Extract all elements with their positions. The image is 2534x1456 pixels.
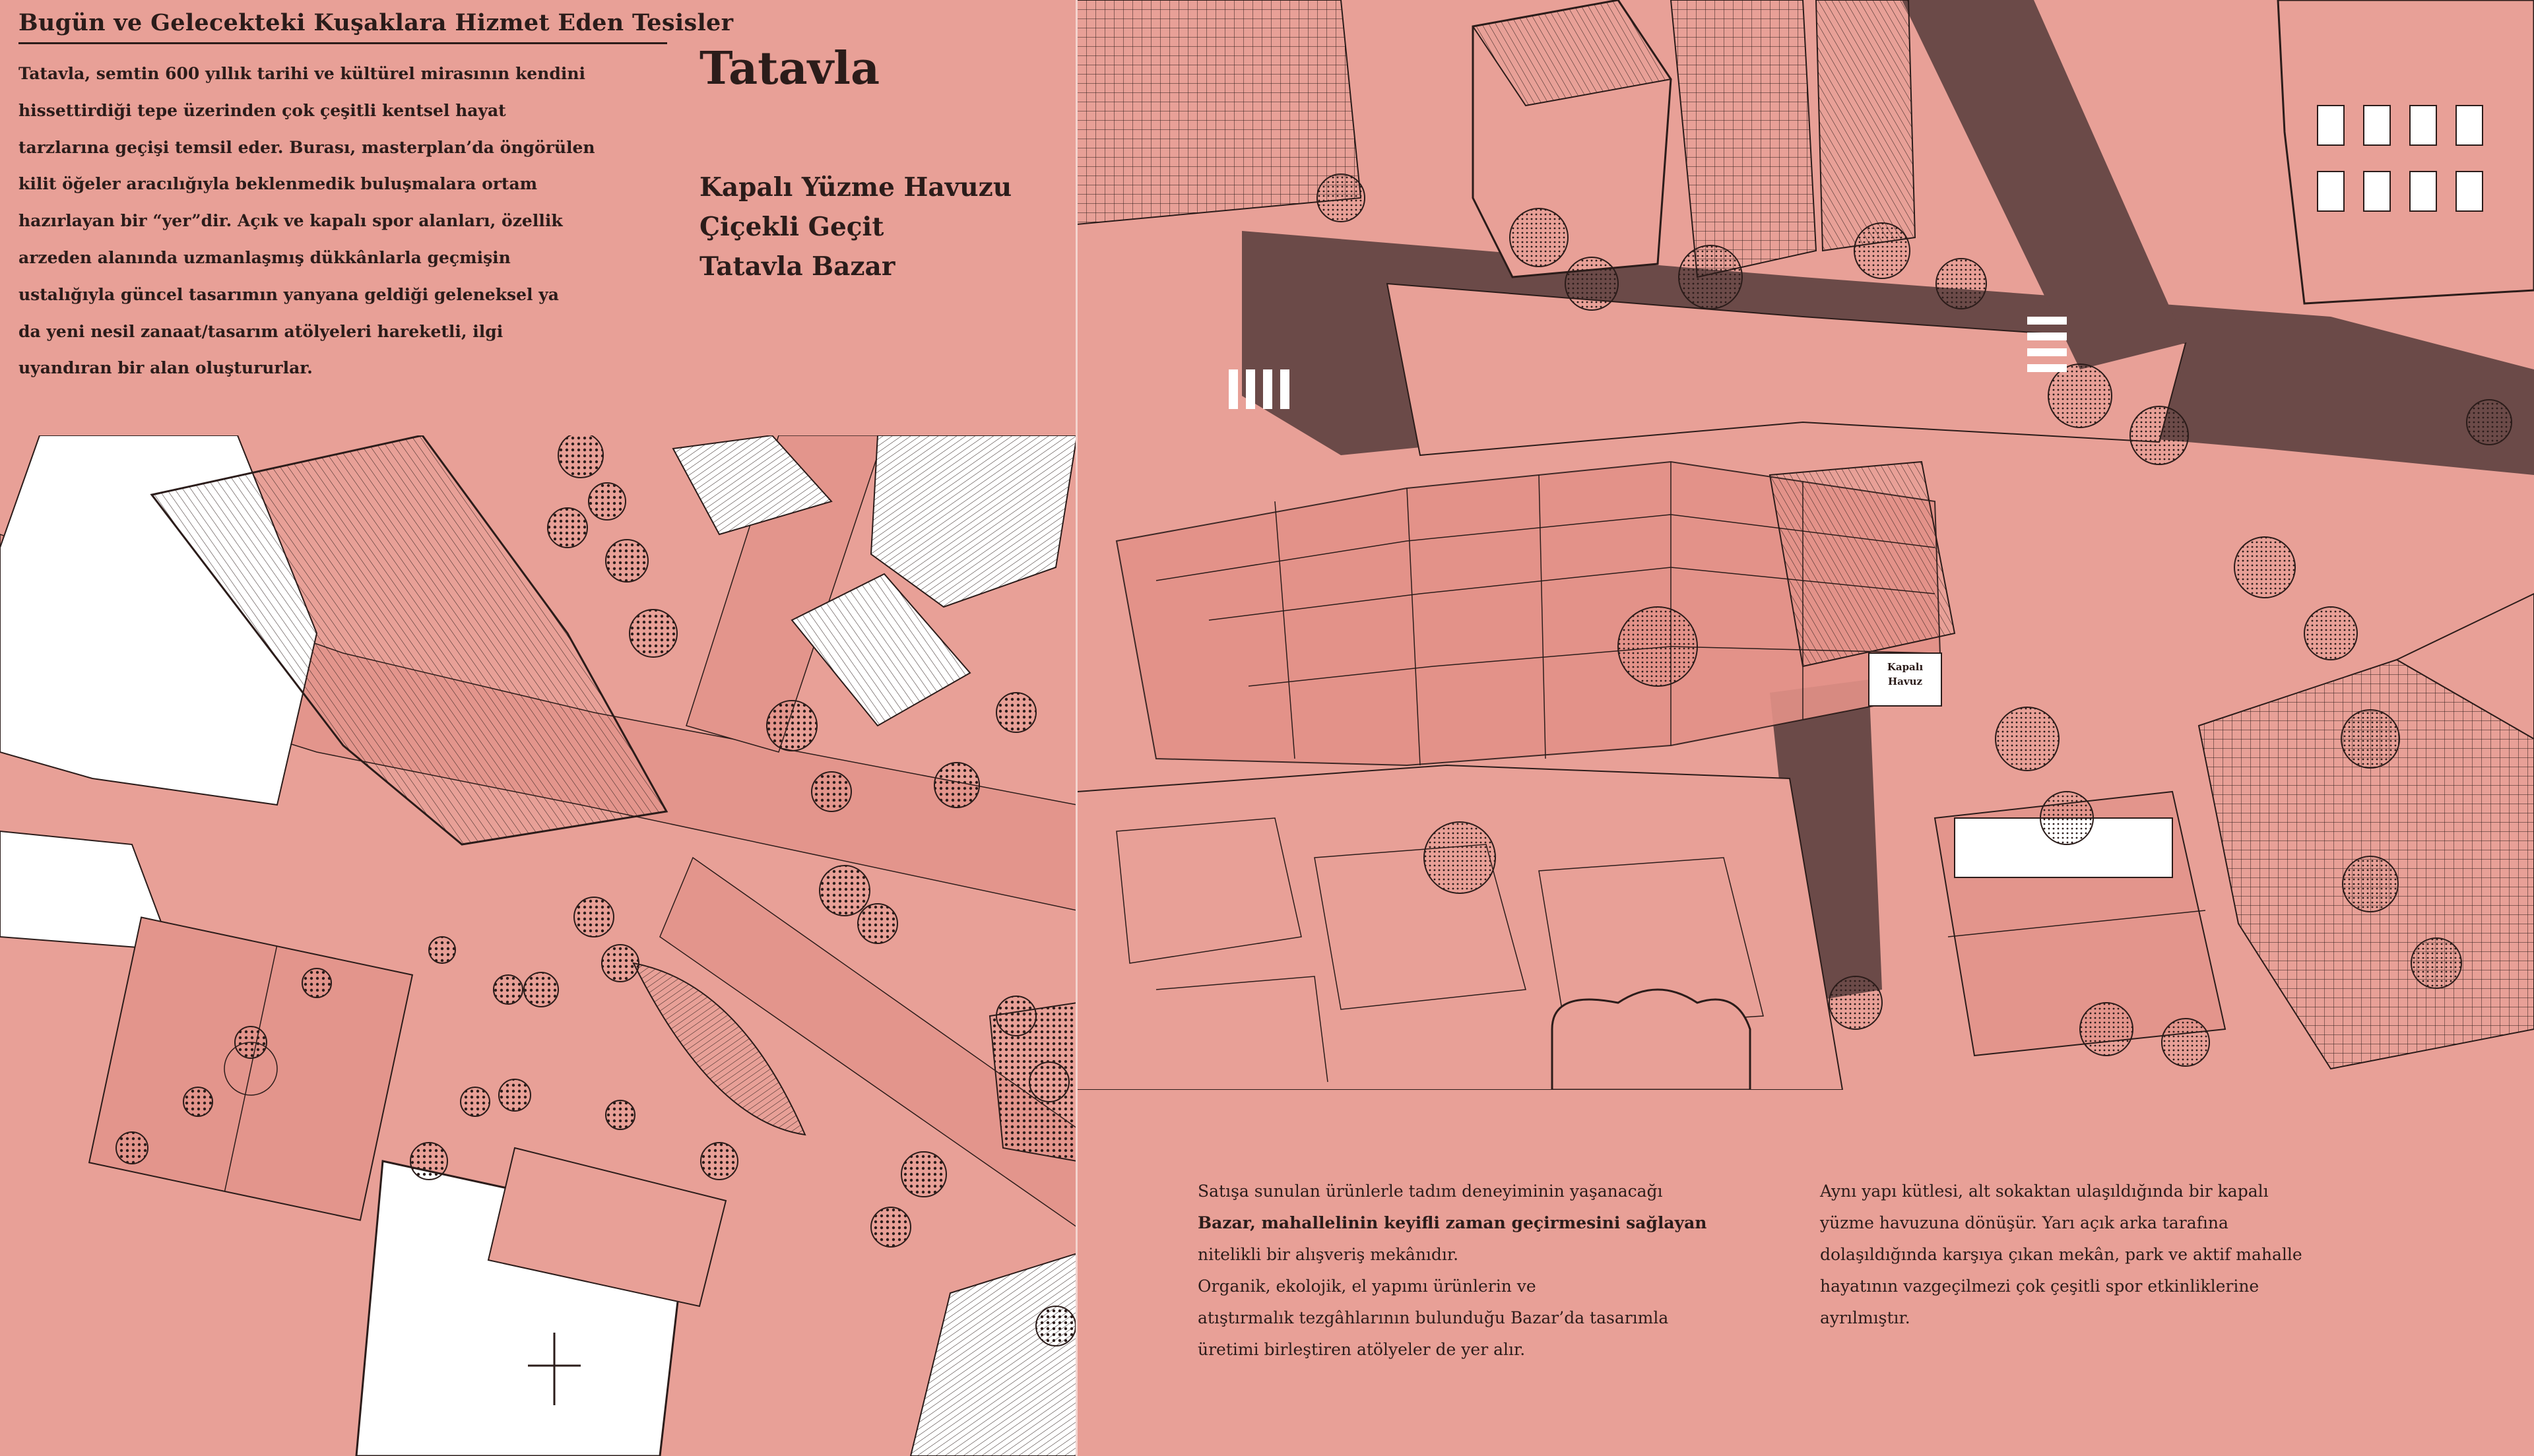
intro-line: hazırlayan bir “yer”dir. Açık ve kapalı spor alanları, özellik	[18, 211, 563, 231]
bazar-line: atıştırmalık tezgâhlarının bulunduğu Bazar’da tasarımla	[1198, 1308, 1669, 1327]
bazar-line: nitelikli bir alışveriş mekânıdır.	[1198, 1245, 1459, 1264]
bazar-bold-text: Bazar, mahallelinin keyifli zaman geçirmesini sağlayan	[1198, 1213, 1707, 1232]
pool-line: Aynı yapı kütlesi, alt sokaktan ulaşıldığında bir kapalı	[1820, 1182, 2269, 1201]
intro-line: kilit öğeler aracılığıyla beklenmedik buluşmalara ortam	[18, 174, 538, 194]
site-plan-drawing	[0, 435, 1077, 1456]
pool-line: yüzme havuzuna dönüşür. Yarı açık arka tarafına	[1820, 1213, 2228, 1232]
facility-item: Kapalı Yüzme Havuzu	[699, 172, 1012, 203]
bazar-paragraph	[1198, 1176, 1778, 1366]
intro-line: uyandıran bir alan oluştururlar.	[18, 358, 313, 378]
bazar-line-bold	[1198, 1207, 1778, 1239]
aerial-perspective-drawing	[1077, 0, 2534, 1090]
pool-sign	[1879, 660, 1932, 689]
section-heading: Bugün ve Gelecekteki Kuşaklara Hizmet Eden Tesisler	[18, 9, 734, 36]
intro-line: ustalığıyla güncel tasarımın yanyana geldiği geleneksel ya	[18, 284, 559, 304]
pool-sign-line: Kapalı	[1887, 661, 1924, 673]
facility-item: Çiçekli Geçit	[699, 212, 884, 242]
facility-item: Tatavla Bazar	[699, 251, 895, 282]
intro-line: da yeni nesil zanaat/tasarım atölyeleri hareketli, ilgi	[18, 321, 504, 341]
intro-line: arzeden alanında uzmanlaşmış dükkânlarla geçmişin	[18, 247, 511, 267]
facility-list	[699, 168, 1012, 286]
heading-underline	[18, 42, 667, 44]
pool-line: hayatının vazgeçilmezi çok çeşitli spor etkinliklerine	[1820, 1277, 2259, 1296]
pool-paragraph	[1820, 1176, 2388, 1334]
pool-sign-line: Havuz	[1887, 676, 1923, 687]
pool-line: dolaşıldığında karşıya çıkan mekân, park ve aktif mahalle	[1820, 1245, 2302, 1264]
intro-line: hissettirdiği tepe üzerinden çok çeşitli kentsel hayat	[18, 100, 506, 120]
pool-line: ayrılmıştır.	[1820, 1308, 1910, 1327]
intro-line: Tatavla, semtin 600 yıllık tarihi ve kültürel mirasının kendini	[18, 64, 585, 83]
project-title: Tatavla	[699, 42, 880, 95]
bazar-line: Satışa sunulan ürünlerle tadım deneyiminin yaşanacağı	[1198, 1182, 1663, 1201]
intro-line: tarzlarına geçişi temsil eder. Burası, masterplan’da öngörülen	[18, 137, 595, 157]
bazar-line: üretimi birleştiren atölyeler de yer alır.	[1198, 1340, 1526, 1359]
intro-paragraph	[18, 55, 612, 387]
panel-divider	[1076, 0, 1078, 1456]
bazar-line: Organik, ekolojik, el yapımı ürünlerin ve	[1198, 1277, 1536, 1296]
